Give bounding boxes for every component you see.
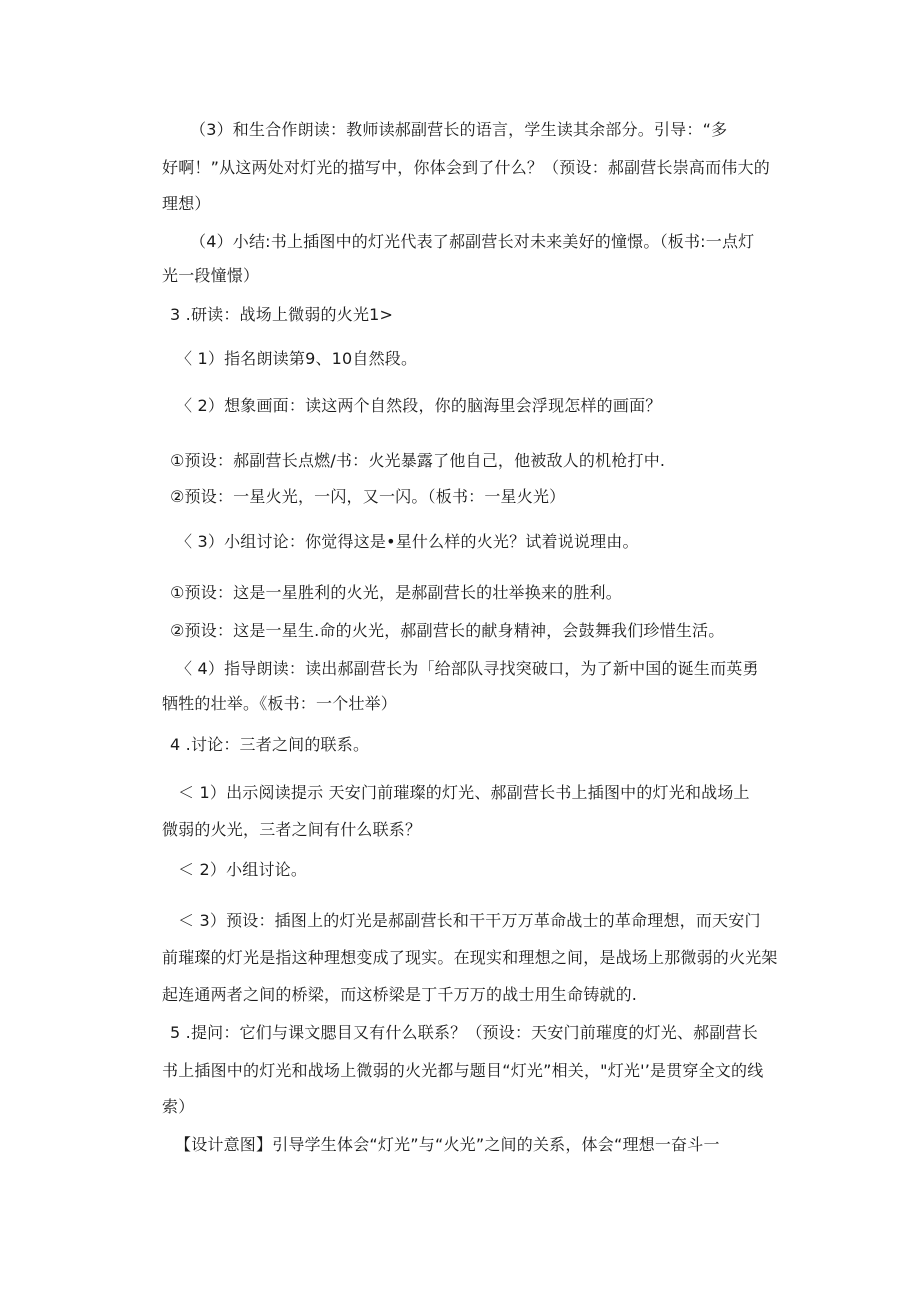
- text-line: 微弱的火光，三者之间有什么联系？: [162, 820, 422, 839]
- text-line: ②预设：一星火光，一闪，又一闪。（板书：一星火光）: [170, 487, 566, 506]
- text-line: ＜ 3）预设：插图上的灯光是郝副营长和干干万万革命战士的革命理想，而天安门: [178, 911, 761, 930]
- text-line: 前璀璨的灯光是指这种理想变成了现实。在现实和理想之间，是战场上那微弱的火光架: [162, 948, 778, 967]
- text-line: ①预设：郝副营长点燃/书：火光暴露了他自己，他被敌人的机枪打中.: [170, 451, 666, 470]
- section-heading: 4 .讨论：三者之间的联系。: [170, 735, 370, 754]
- text-line: 牺牲的壮举。《板书：一个壮举）: [162, 694, 398, 713]
- text-line: （3）和生合作朗读：教师读郝副营长的语言，学生读其余部分。引导：“多: [190, 120, 728, 139]
- text-line: （4）小结:书上插图中的灯光代表了郝副营长对未来美好的憧憬。（板书:一点灯: [190, 232, 755, 251]
- section-heading: 3 .研读：战场上微弱的火光1>: [170, 305, 394, 324]
- text-line: 光一段憧憬）: [162, 266, 260, 285]
- text-line: ②预设：这是一星生.命的火光，郝副营长的献身精神，会鼓舞我们珍惜生活。: [170, 621, 725, 640]
- text-line: 好啊！”从这两处对灯光的描写中，你体会到了什么？（预设：郝副营长崇高而伟大的: [162, 158, 770, 177]
- text-line: 〈 1）指名朗读第9、10自然段。: [176, 349, 418, 368]
- text-line: 理想）: [162, 194, 211, 213]
- text-line: ＜ 2）小组讨论。: [178, 860, 308, 879]
- text-line: 索）: [162, 1097, 195, 1116]
- text-line: 〈 4）指导朗读：读出郝副营长为「给部队寻找突破口，为了新中国的诞生而英勇: [176, 659, 759, 678]
- text-line: 起连通两者之间的桥梁，而这桥梁是丁千万万的战士用生命铸就的.: [162, 985, 638, 1004]
- text-line: 〈 3）小组讨论：你觉得这是•星什么样的火光？试着说说理由。: [176, 532, 639, 551]
- text-line: 书上插图中的灯光和战场上微弱的火光都与题目“灯光”相关，"灯光'’是贯穿全文的线: [162, 1061, 764, 1080]
- text-line: ①预设：这是一星胜利的火光，是郝副营长的壮举换来的胜利。: [170, 583, 622, 602]
- section-heading: 5 .提问：它们与课文腮目又有什么联系？（预设：天安门前璀度的灯光、郝副营长: [170, 1023, 758, 1042]
- text-line: 〈 2）想象画面：读这两个自然段，你的脑海里会浮现怎样的画面？: [176, 396, 662, 415]
- text-line: ＜ 1）出示阅读提示 天安门前璀璨的灯光、郝副营长书上插图中的灯光和战场上: [178, 783, 750, 802]
- design-intent-line: 【设计意图】引导学生体会“灯光”与“火光”之间的关系，体会“理想一奋斗一: [175, 1135, 720, 1154]
